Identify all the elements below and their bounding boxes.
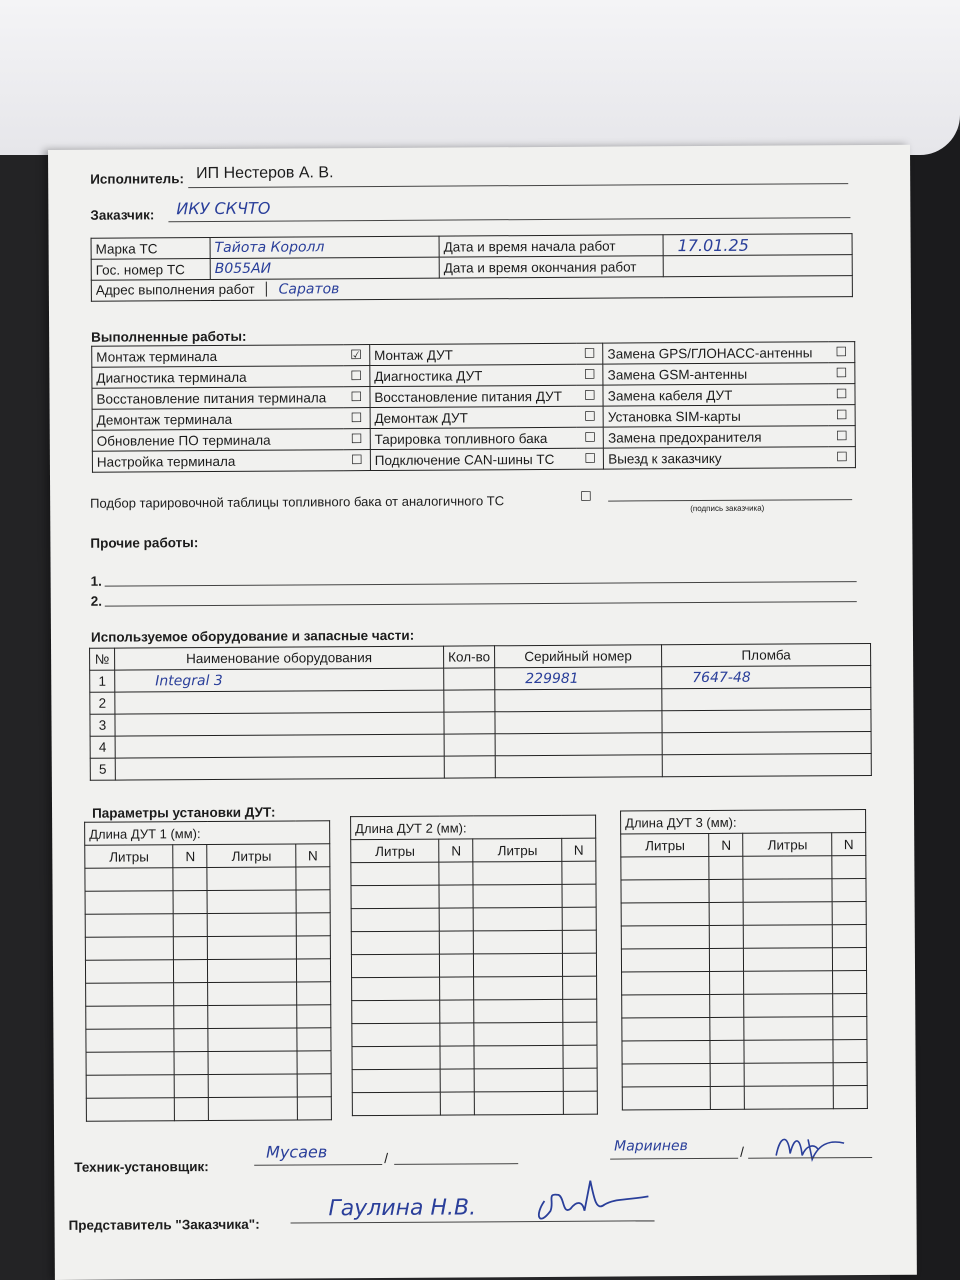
dut-cell[interactable] <box>710 902 744 925</box>
equipment-num: 5 <box>90 758 115 780</box>
equipment-name[interactable] <box>115 690 444 714</box>
dut-cell[interactable] <box>563 999 597 1022</box>
dut-cell[interactable] <box>744 994 833 1018</box>
dut-cell[interactable] <box>710 925 744 948</box>
dut-cell[interactable] <box>208 913 297 937</box>
dut-cell[interactable] <box>622 1040 711 1064</box>
dut-cell[interactable] <box>562 884 596 907</box>
customer-signature-caption: (подпись заказчика) <box>690 503 765 514</box>
dut-cell[interactable] <box>297 982 331 1005</box>
dut-cell[interactable] <box>352 1000 441 1024</box>
dut-cell[interactable] <box>175 1075 209 1098</box>
dut-cell[interactable] <box>86 983 175 1007</box>
technician2-name-line[interactable] <box>610 1158 738 1160</box>
equipment-num: 3 <box>90 714 115 736</box>
other-line-2[interactable] <box>105 601 857 607</box>
dut-cell[interactable] <box>85 914 174 938</box>
dut-cell[interactable] <box>297 1005 331 1028</box>
dut-cell[interactable] <box>208 1005 297 1029</box>
dut-cell[interactable] <box>622 1086 711 1110</box>
executor-line <box>188 183 848 188</box>
work-item-checkbox[interactable]: ☐ <box>577 364 604 385</box>
dut-cell[interactable] <box>208 890 297 914</box>
customer-signature-line[interactable] <box>608 499 852 501</box>
works-table <box>91 341 856 473</box>
work-item-checkbox[interactable]: ☐ <box>344 450 371 471</box>
dut-cell[interactable] <box>744 902 833 926</box>
equipment-num: 2 <box>90 692 115 714</box>
dut-table-3 <box>620 809 868 1110</box>
dut-col-header: Литры <box>207 844 296 868</box>
dut-cell[interactable] <box>562 930 596 953</box>
dut-cell[interactable] <box>710 994 744 1017</box>
calibration-label: Подбор тарировочной таблицы топливного бака от аналогичного ТС <box>90 493 505 511</box>
dut-cell[interactable] <box>440 1023 474 1046</box>
dut-cell[interactable] <box>439 862 473 885</box>
dut-table-2 <box>350 815 598 1116</box>
equipment-col-name: Наименование оборудования <box>115 646 444 670</box>
work-item-checkbox[interactable]: ☐ <box>828 342 855 363</box>
dut-cell[interactable] <box>86 1052 175 1076</box>
work-item-label: Диагностика терминала <box>92 366 343 389</box>
dut-cell[interactable] <box>440 931 474 954</box>
dut-cell[interactable] <box>439 885 473 908</box>
equipment-col-qty: Кол-во <box>444 646 495 668</box>
dut-cell[interactable] <box>174 891 208 914</box>
work-item-checkbox[interactable]: ☐ <box>828 384 855 405</box>
dut-cell[interactable] <box>622 1063 711 1087</box>
technician2-signature <box>768 1125 848 1165</box>
representative-name: Гаулина Н.В. <box>328 1195 477 1222</box>
technician1-separator: / <box>384 1149 389 1166</box>
dut-cell[interactable] <box>174 983 208 1006</box>
equipment-seal[interactable] <box>662 753 871 776</box>
dut-cell[interactable] <box>563 1022 597 1045</box>
dut-cell[interactable] <box>296 867 330 890</box>
dut-cell[interactable] <box>351 862 440 886</box>
dut-cell[interactable] <box>296 959 330 982</box>
dut-cell[interactable] <box>474 953 563 977</box>
work-item-label: Тарировка топливного бака <box>370 427 577 449</box>
dut-cell[interactable] <box>474 930 563 954</box>
dut-cell[interactable] <box>622 1017 711 1041</box>
brand-label: Марка ТС <box>91 238 210 260</box>
dut-cell[interactable] <box>832 879 866 902</box>
dut-cell[interactable] <box>440 1046 474 1069</box>
work-item-checkbox[interactable]: ☐ <box>577 448 604 469</box>
dut-cell[interactable] <box>474 999 563 1023</box>
end-label: Дата и время окончания работ <box>439 256 663 278</box>
start-label: Дата и время начала работ <box>439 235 663 257</box>
dut-cell[interactable] <box>297 1051 331 1074</box>
work-item-checkbox[interactable]: ☐ <box>577 385 604 406</box>
dut-cell[interactable] <box>743 879 832 903</box>
work-item-label: Установка SIM-карты <box>603 405 828 427</box>
customer-label: Заказчик: <box>90 207 155 223</box>
dut-cell[interactable] <box>352 1046 441 1070</box>
dut-cell[interactable] <box>441 1092 475 1115</box>
dut-cell[interactable] <box>622 971 711 995</box>
dut-cell[interactable] <box>209 1097 298 1121</box>
dut-cell[interactable] <box>296 890 330 913</box>
equipment-seal[interactable]: 7647-48 <box>662 665 871 688</box>
dut-cell[interactable] <box>296 913 330 936</box>
dut-col-header: Литры <box>85 845 174 869</box>
dut-cell[interactable] <box>208 1051 297 1075</box>
dut-cell[interactable] <box>621 948 710 972</box>
equipment-col-seal: Пломба <box>662 643 871 666</box>
work-item-label: Монтаж ДУТ <box>370 343 577 365</box>
dut-cell[interactable] <box>352 1069 441 1093</box>
dut-cell[interactable] <box>832 948 866 971</box>
dut-length-label: Длина ДУТ 3 (мм): <box>621 810 866 834</box>
dut-cell[interactable] <box>833 1040 867 1063</box>
dut-cell[interactable] <box>440 908 474 931</box>
equipment-qty[interactable] <box>444 734 495 756</box>
equipment-col-num: № <box>90 648 115 670</box>
dut-cell[interactable] <box>173 868 207 891</box>
dut-cell[interactable] <box>208 959 297 983</box>
dut-cell[interactable] <box>562 861 596 884</box>
dut-cell[interactable] <box>209 1074 298 1098</box>
dut-cell[interactable] <box>711 1086 745 1109</box>
dut-cell[interactable] <box>297 1074 331 1097</box>
equipment-seal[interactable] <box>662 709 871 732</box>
dut-cell[interactable] <box>351 954 440 978</box>
dut-cell[interactable] <box>621 879 710 903</box>
dut-cell[interactable] <box>563 1045 597 1068</box>
work-item-label: Выезд к заказчику <box>604 447 829 469</box>
work-item-checkbox[interactable]: ☐ <box>344 429 371 450</box>
other-line-1-label: 1. <box>90 573 102 589</box>
dut-cell[interactable] <box>562 907 596 930</box>
dut-cell[interactable] <box>563 1068 597 1091</box>
vehicle-table <box>91 233 853 302</box>
dut-col-header: N <box>173 845 207 868</box>
dut-cell[interactable] <box>743 856 832 880</box>
equipment-name[interactable] <box>115 756 444 780</box>
dut-cell[interactable] <box>832 925 866 948</box>
dut-table-1 <box>84 820 332 1121</box>
dut-cell[interactable] <box>174 960 208 983</box>
dut-cell[interactable] <box>351 908 440 932</box>
work-item-checkbox[interactable]: ☑ <box>343 345 370 366</box>
dut-cell[interactable] <box>86 1098 175 1122</box>
dut-cell[interactable] <box>710 1040 744 1063</box>
work-item-checkbox[interactable]: ☐ <box>829 405 856 426</box>
dut-cell[interactable] <box>475 1091 564 1115</box>
dut-cell[interactable] <box>440 1000 474 1023</box>
equipment-name[interactable] <box>115 712 444 736</box>
dut-cell[interactable] <box>352 1023 441 1047</box>
dut-cell[interactable] <box>174 1029 208 1052</box>
plate-value[interactable]: В055АИ <box>210 257 439 279</box>
dut-cell[interactable] <box>474 976 563 1000</box>
dut-cell[interactable] <box>85 868 174 892</box>
dut-cell[interactable] <box>175 1098 209 1121</box>
dut-cell[interactable] <box>440 954 474 977</box>
dut-length-label: Длина ДУТ 2 (мм): <box>351 815 596 839</box>
work-item-label: Демонтаж терминала <box>92 408 343 431</box>
dut-cell[interactable] <box>833 994 867 1017</box>
equipment-seal[interactable] <box>662 687 871 710</box>
technician1-name-line[interactable] <box>254 1164 382 1166</box>
work-item-checkbox[interactable]: ☐ <box>343 387 370 408</box>
equipment-row <box>90 753 871 780</box>
dut-cell[interactable] <box>440 977 474 1000</box>
equipment-name[interactable] <box>115 734 444 758</box>
equipment-serial[interactable] <box>495 711 662 734</box>
dut-col-header: N <box>709 833 743 856</box>
equipment-serial[interactable] <box>495 733 662 756</box>
dut-cell[interactable] <box>475 1068 564 1092</box>
dut-cell[interactable] <box>208 1028 297 1052</box>
work-item-label: Подключение CAN-шины ТС <box>370 448 577 470</box>
dut-cell[interactable] <box>351 931 440 955</box>
dut-cell[interactable] <box>711 1063 745 1086</box>
dut-cell[interactable] <box>833 1086 867 1109</box>
work-item-label: Замена кабеля ДУТ <box>603 384 828 406</box>
work-item-label: Настройка терминала <box>92 450 343 473</box>
dut-cell[interactable] <box>207 867 296 891</box>
work-item-label: Обновление ПО терминала <box>92 429 343 452</box>
work-item-checkbox[interactable]: ☐ <box>829 447 856 468</box>
dut-cell[interactable] <box>352 1092 441 1116</box>
dut-cell[interactable] <box>710 971 744 994</box>
dut-cell[interactable] <box>86 1075 175 1099</box>
dut-cell[interactable] <box>745 1086 834 1110</box>
equipment-serial[interactable] <box>495 755 662 778</box>
dut-cell[interactable] <box>832 902 866 925</box>
work-item-checkbox[interactable]: ☐ <box>577 406 604 427</box>
work-item-label: Восстановление питания терминала <box>92 387 343 410</box>
dut-cell[interactable] <box>744 1017 833 1041</box>
other-line-2-label: 2. <box>90 593 103 609</box>
dut-cell[interactable] <box>832 971 866 994</box>
equipment-qty[interactable] <box>444 690 495 712</box>
technician2-separator: / <box>740 1143 745 1160</box>
dut-cell[interactable] <box>474 1045 563 1069</box>
dut-cell[interactable] <box>709 879 743 902</box>
dut-cell[interactable] <box>744 1040 833 1064</box>
dut-col-header: N <box>562 838 596 861</box>
dut-cell[interactable] <box>832 856 866 879</box>
dut-cell[interactable] <box>85 960 174 984</box>
address-value[interactable]: Саратов <box>278 281 340 298</box>
dut-cell[interactable] <box>710 1017 744 1040</box>
dut-cell[interactable] <box>297 1097 331 1120</box>
work-item-checkbox[interactable]: ☐ <box>828 363 855 384</box>
work-item-label: Замена GPS/ГЛОНАСС-антенны <box>603 342 828 364</box>
dut-cell[interactable] <box>351 885 440 909</box>
dut-cell[interactable] <box>174 937 208 960</box>
other-line-1[interactable] <box>105 581 857 587</box>
plate-label: Гос. номер ТС <box>91 259 210 281</box>
dut-cell[interactable] <box>621 902 710 926</box>
equipment-seal[interactable] <box>662 731 871 754</box>
dut-col-header: N <box>832 833 866 856</box>
equipment-col-serial: Серийный номер <box>495 645 662 668</box>
flipped-page <box>0 0 960 155</box>
work-item-checkbox[interactable]: ☐ <box>577 427 604 448</box>
dut-cell[interactable] <box>86 1029 175 1053</box>
dut-cell[interactable] <box>441 1069 475 1092</box>
dut-col-header: Литры <box>351 839 440 863</box>
dut-cell[interactable] <box>208 936 297 960</box>
dut-cell[interactable] <box>833 1017 867 1040</box>
work-order-sheet <box>48 145 917 1280</box>
dut-cell[interactable] <box>745 1063 834 1087</box>
dut-cell[interactable] <box>473 861 562 885</box>
representative-label: Представитель "Заказчика": <box>68 1216 260 1233</box>
work-item-label: Восстановление питания ДУТ <box>370 385 577 407</box>
work-item-label: Замена GSM-антенны <box>603 363 828 385</box>
dut-cell[interactable] <box>174 1052 208 1075</box>
dut-cell[interactable] <box>174 914 208 937</box>
work-item-checkbox[interactable]: ☐ <box>343 366 370 387</box>
equipment-name[interactable]: Integral 3 <box>115 668 444 692</box>
dut-cell[interactable] <box>833 1063 867 1086</box>
dut-col-header: N <box>296 844 330 867</box>
dut-cell[interactable] <box>474 907 563 931</box>
dut-cell[interactable] <box>85 891 174 915</box>
customer-line <box>168 217 850 222</box>
customer-value: ИКУ СКЧТО <box>176 198 271 219</box>
dut-cell[interactable] <box>622 994 711 1018</box>
calibration-checkbox[interactable]: ☐ <box>580 488 592 504</box>
dut-cell[interactable] <box>86 1006 175 1030</box>
dut-cell[interactable] <box>709 856 743 879</box>
work-item-checkbox[interactable]: ☐ <box>343 408 370 429</box>
dut-cell[interactable] <box>621 856 710 880</box>
works-title: Выполненные работы: <box>91 328 247 345</box>
dut-cell[interactable] <box>473 884 562 908</box>
work-item-label: Монтаж терминала <box>92 345 343 368</box>
technician1-name: Мусаев <box>266 1142 328 1162</box>
equipment-qty[interactable] <box>444 712 495 734</box>
dut-col-header: Литры <box>473 838 562 862</box>
other-works-title: Прочие работы: <box>90 535 199 551</box>
dut-cell[interactable] <box>85 937 174 961</box>
executor-value: ИП Нестеров А. В. <box>196 164 334 183</box>
dut-cell[interactable] <box>562 953 596 976</box>
end-value[interactable] <box>663 255 852 277</box>
dut-length-label: Длина ДУТ 1 (мм): <box>85 821 330 845</box>
equipment-num: 1 <box>90 670 115 692</box>
equipment-title: Используемое оборудование и запасные части: <box>90 627 415 645</box>
work-item-label: Диагностика ДУТ <box>370 364 577 386</box>
equipment-serial[interactable]: 229981 <box>495 667 662 690</box>
dut-cell[interactable] <box>297 1028 331 1051</box>
technician2-name: Мариинев <box>614 1138 688 1155</box>
technician-label: Техник-установщик: <box>74 1159 209 1175</box>
dut-cell[interactable] <box>744 971 833 995</box>
equipment-table <box>89 643 872 781</box>
work-item-checkbox[interactable]: ☐ <box>576 343 603 364</box>
equipment-serial[interactable] <box>495 689 662 712</box>
dut-cell[interactable] <box>352 977 441 1001</box>
dut-cell[interactable] <box>474 1022 563 1046</box>
work-item-label: Замена предохранителя <box>603 426 828 448</box>
equipment-qty[interactable] <box>444 668 495 690</box>
dut-cell[interactable] <box>563 976 597 999</box>
dut-cell[interactable] <box>710 948 744 971</box>
dut-col-header: Литры <box>621 833 710 857</box>
work-item-label: Демонтаж ДУТ <box>370 406 577 428</box>
start-value[interactable]: 17.01.25 <box>663 234 852 256</box>
equipment-num: 4 <box>90 736 115 758</box>
dut-col-header: N <box>439 839 473 862</box>
executor-label: Исполнитель: <box>90 171 185 187</box>
technician1-signature-line[interactable] <box>394 1163 518 1165</box>
brand-value[interactable]: Тайота Королл <box>210 236 439 258</box>
dut-cell[interactable] <box>208 982 297 1006</box>
dut-cell[interactable] <box>621 925 710 949</box>
dut-cell[interactable] <box>563 1091 597 1114</box>
dut-col-header: Литры <box>743 833 832 857</box>
equipment-qty[interactable] <box>444 756 495 778</box>
address-label: Адрес выполнения работ <box>92 282 267 298</box>
work-item-checkbox[interactable]: ☐ <box>829 426 856 447</box>
dut-title: Параметры установки ДУТ: <box>92 804 276 821</box>
dut-cell[interactable] <box>296 936 330 959</box>
dut-cell[interactable] <box>744 948 833 972</box>
dut-cell[interactable] <box>744 925 833 949</box>
dut-cell[interactable] <box>174 1006 208 1029</box>
